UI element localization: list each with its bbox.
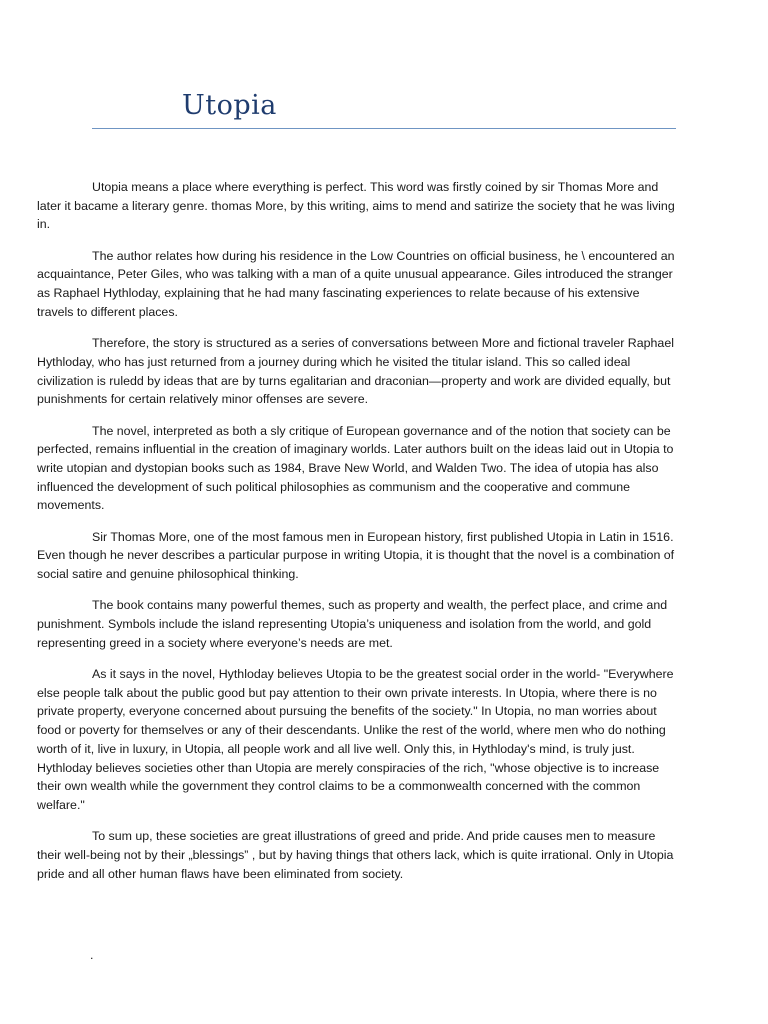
paragraph-structure: Therefore, the story is structured as a series of conversations between More and fictional traveler Raphael Hythloday, who has just returned from a journey during which he visited the titular island. This so called ideal civilization is ruledd by ideas that are by turns egalitarian and draconian—property and work are divided equally, but punishments for certain relatively minor offenses are severe.	[37, 336, 674, 407]
paragraph-influence: The novel, interpreted as both a sly critique of European governance and of the notion that society can be perfected, remains influential in the creation of imaginary worlds. Later authors built on the ideas laid out in Utopia to write utopian and dystopian books such as 1984, Brave New World, and Walden Two. The idea of utopia has also influenced the development of such political philosophies as communism and the cooperative and commune movements.	[37, 423, 674, 513]
document-title: Utopia	[182, 90, 277, 121]
title-underline-rule	[92, 128, 676, 129]
paragraph-hythloday-view: As it says in the novel, Hythloday believes Utopia to be the greatest social order in the world- "Everywhere else people talk about the public good but pay attention to their own private interests. In Utopia, where there is no private property, everyone concerned about pursuing the benefits of the society." In Utopia, no man worries about food or poverty for themselves or any of their descendants. Unlike the rest of the world, where men who do nothing worth of it, live in luxury, in Utopia, all people work and all live well. Only this, in Hythloday's mind, is truly just. Hythloday believes societies other than Utopia are merely conspiracies of the rich, "whose objective is to increase their own wealth while the government they control claims to be a commonwealth concerned with the common welfare."	[37, 667, 674, 812]
document-body	[37, 178, 677, 896]
paragraph-author-encounter: The author relates how during his residence in the Low Countries on official business, he \ encountered an acquaintance, Peter Giles, who was talking with a man of a quite unusual appearance. Giles introduced the stranger as Raphael Hythloday, explaining that he had many fascinating experiences to relate because of his extensive travels to different places.	[37, 248, 675, 319]
trailing-period-mark: .	[90, 948, 94, 962]
paragraph-definition: Utopia means a place where everything is perfect. This word was firstly coined by sir Thomas More and later it bacame a literary genre. thomas More, by this writing, aims to mend and satirize the society that he was living in.	[37, 180, 675, 232]
paragraph-themes: The book contains many powerful themes, such as property and wealth, the perfect place, and crime and punishment. Symbols include the island representing Utopia’s uniqueness and isolation from the world, and gold representing greed in a society where everyone’s needs are met.	[37, 598, 668, 650]
paragraph-publication: Sir Thomas More, one of the most famous men in European history, first published Utopia in Latin in 1516. Even though he never describes a particular purpose in writing Utopia, it is thought that the novel is a combination of social satire and genuine philosophical thinking.	[37, 529, 675, 582]
paragraph-conclusion: To sum up, these societies are great illustrations of greed and pride. And pride causes men to measure their well-being not by their „blessings” , but by having things that others lack, which is quite irrational. Only in Utopia pride and all other human flaws have been eliminated from society.	[37, 829, 674, 881]
